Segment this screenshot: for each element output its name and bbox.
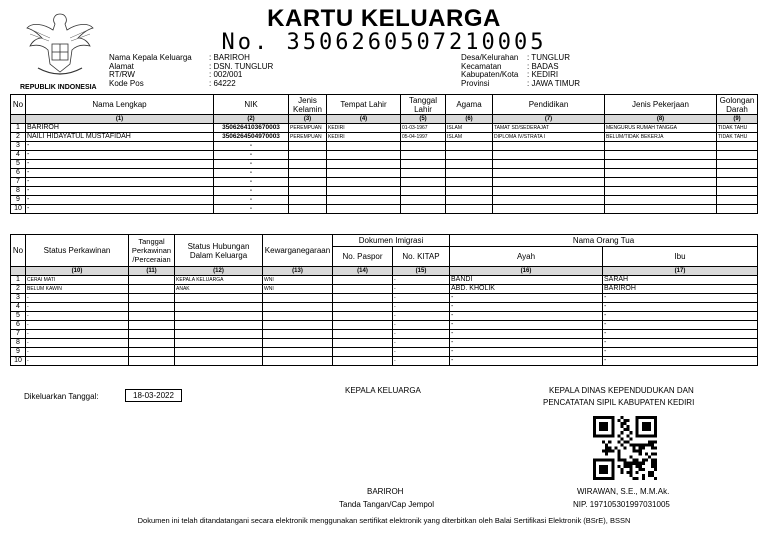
- table-cell: -: [450, 330, 603, 339]
- table-cell: -: [214, 151, 289, 160]
- table-cell: [289, 160, 327, 169]
- table-cell: [605, 178, 717, 187]
- table-cell: -: [450, 294, 603, 303]
- table-cell: CERAI MATI: [26, 276, 129, 285]
- col-number: (7): [493, 115, 605, 124]
- table-cell: ISLAM: [446, 124, 493, 133]
- info-row-district: Kecamatan : BADAS: [461, 61, 559, 71]
- table-cell: -: [26, 303, 129, 312]
- table-cell: [129, 339, 175, 348]
- table-cell: [263, 330, 333, 339]
- table-cell: -: [26, 142, 214, 151]
- table-cell: [289, 187, 327, 196]
- col-number: (13): [263, 267, 333, 276]
- table-cell: [175, 303, 263, 312]
- table-cell: -: [603, 321, 758, 330]
- col-header-nik: NIK: [214, 95, 289, 115]
- emblem-label: REPUBLIK INDONESIA: [20, 84, 97, 91]
- column-number-row: [11, 267, 758, 276]
- table-cell: [175, 330, 263, 339]
- table-cell: [175, 339, 263, 348]
- e-signature-note: Dokumen ini telah ditandatangani secara elektronik menggunakan sertifikat elektronik yang diterbitkan oleh Balai Sertifikasi Elektronik (BSrE), BSSN: [137, 516, 631, 525]
- table-cell: -: [214, 169, 289, 178]
- table-cell: [129, 276, 175, 285]
- table-cell: KEDIRI: [327, 133, 401, 142]
- table-cell: 5: [11, 160, 26, 169]
- table-row: [11, 151, 758, 160]
- table-cell: TIDAK TAHU: [717, 133, 758, 142]
- table-cell: [327, 151, 401, 160]
- table-cell: [605, 205, 717, 214]
- table-cell: [327, 169, 401, 178]
- table-cell: [446, 169, 493, 178]
- table-cell: 3506264504970003: [214, 133, 289, 142]
- table-cell: ABD. KHOLIK: [450, 285, 603, 294]
- table-cell: -: [26, 357, 129, 366]
- table-cell: -: [603, 339, 758, 348]
- col-number: (9): [717, 115, 758, 124]
- table-cell: [175, 348, 263, 357]
- table-cell: -: [26, 205, 214, 214]
- col-number: (10): [26, 267, 129, 276]
- col-header-passport: No. Paspor: [333, 247, 393, 267]
- table-cell: [717, 196, 758, 205]
- table-cell: -: [450, 357, 603, 366]
- table-cell: ISLAM: [446, 133, 493, 142]
- table-cell: [493, 196, 605, 205]
- table-row: [11, 357, 758, 366]
- table-cell: -: [214, 178, 289, 187]
- dinas-official-name: WIRAWAN, S.E., M.M.Ak.: [577, 487, 670, 496]
- col-header-father: Ayah: [450, 247, 603, 267]
- table-cell: [263, 312, 333, 321]
- col-header-parents: Nama Orang Tua: [450, 235, 758, 247]
- table-cell: [493, 178, 605, 187]
- table-cell: 2: [11, 285, 26, 294]
- table-cell: 6: [11, 169, 26, 178]
- table-cell: [289, 205, 327, 214]
- table-cell: [717, 160, 758, 169]
- table-cell: DIPLOMA IV/STRATA I: [493, 133, 605, 142]
- table-cell: [605, 142, 717, 151]
- table-cell: [446, 142, 493, 151]
- table-cell: [129, 321, 175, 330]
- table-row: [11, 294, 758, 303]
- dinas-official-nip: NIP. 197105301997031005: [573, 500, 670, 509]
- col-number: (2): [214, 115, 289, 124]
- table-cell: [401, 160, 446, 169]
- issued-date-value: 18-03-2022: [125, 389, 182, 402]
- table-cell: -: [26, 348, 129, 357]
- table-cell: 7: [11, 330, 26, 339]
- table-cell: [605, 196, 717, 205]
- table-cell: [289, 196, 327, 205]
- table-cell: [129, 303, 175, 312]
- table-cell: [493, 151, 605, 160]
- table-cell: [327, 160, 401, 169]
- table-row: [11, 160, 758, 169]
- table-cell: [333, 294, 393, 303]
- table-cell: 01-03-1967: [401, 124, 446, 133]
- col-header-marital: Status Perkawinan: [26, 235, 129, 267]
- table-cell: -: [393, 339, 450, 348]
- col-header-relation: Status Hubungan Dalam Keluarga: [175, 235, 263, 267]
- table-cell: -: [603, 312, 758, 321]
- info-row-postal: Kode Pos : 64222: [109, 78, 236, 88]
- table-cell: -: [393, 312, 450, 321]
- table-cell: [263, 294, 333, 303]
- family-head-sign-label: Tanda Tangan/Cap Jempol: [339, 500, 435, 509]
- col-header-birthdate: Tanggal Lahir: [401, 95, 446, 115]
- table-cell: [263, 357, 333, 366]
- col-header-marriage-date: Tanggal Perkawinan /Perceraian: [129, 235, 175, 267]
- table-row: [11, 285, 758, 294]
- table-cell: BANDI: [450, 276, 603, 285]
- table-cell: [289, 169, 327, 178]
- table-row: [11, 339, 758, 348]
- family-head-info: [109, 54, 273, 88]
- table-cell: [333, 285, 393, 294]
- col-header-education: Pendidikan: [493, 95, 605, 115]
- table-cell: [605, 169, 717, 178]
- family-status-table: [10, 234, 758, 366]
- table-cell: PEREMPUAN: [289, 133, 327, 142]
- table-cell: -: [393, 348, 450, 357]
- table-cell: SARAH: [603, 276, 758, 285]
- col-header-no: No: [11, 95, 26, 115]
- table-cell: 7: [11, 178, 26, 187]
- table-cell: [333, 312, 393, 321]
- col-header-immigration: Dokumen Imigrasi: [333, 235, 450, 247]
- table-cell: [333, 321, 393, 330]
- table-cell: [175, 294, 263, 303]
- table-cell: [129, 330, 175, 339]
- table-cell: [605, 151, 717, 160]
- table-cell: -: [393, 303, 450, 312]
- col-number: (5): [401, 115, 446, 124]
- info-row-village: Desa/Kelurahan : TUNGLUR: [461, 53, 570, 62]
- table-cell: [717, 169, 758, 178]
- table-row: [11, 196, 758, 205]
- info-row-rtrw: RT/RW : 002/001: [109, 70, 243, 80]
- table-cell: [605, 160, 717, 169]
- table-cell: [493, 169, 605, 178]
- info-row-province: Provinsi : JAWA TIMUR: [461, 78, 581, 88]
- table-cell: [327, 196, 401, 205]
- table-cell: -: [393, 357, 450, 366]
- table-cell: KEDIRI: [327, 124, 401, 133]
- table-cell: WNI: [263, 276, 333, 285]
- table-cell: ANAK: [175, 285, 263, 294]
- table-cell: [446, 196, 493, 205]
- table-row: [11, 312, 758, 321]
- table-cell: -: [393, 294, 450, 303]
- dinas-title-line2: PENCATATAN SIPIL KABUPATEN KEDIRI: [543, 398, 695, 407]
- table-cell: [333, 339, 393, 348]
- table-cell: [401, 187, 446, 196]
- table-cell: [493, 205, 605, 214]
- table-cell: -: [214, 196, 289, 205]
- info-row-head-name: Nama Kepala Keluarga : BARIROH: [109, 53, 250, 62]
- table-cell: [493, 160, 605, 169]
- table-cell: 4: [11, 303, 26, 312]
- table-cell: 3506264103670003: [214, 124, 289, 133]
- table-cell: [446, 160, 493, 169]
- table-row: [11, 303, 758, 312]
- table-cell: [129, 348, 175, 357]
- table-cell: [401, 169, 446, 178]
- table-cell: 6: [11, 321, 26, 330]
- table-cell: [717, 205, 758, 214]
- info-row-regency: Kabupaten/Kota : KEDIRI: [461, 70, 559, 80]
- col-header-mother: Ibu: [603, 247, 758, 267]
- table-cell: MENGURUS RUMAH TANGGA: [605, 124, 717, 133]
- table-cell: [446, 178, 493, 187]
- table-cell: -: [214, 187, 289, 196]
- table-header-row: [11, 235, 758, 247]
- table-cell: -: [26, 196, 214, 205]
- table-cell: [401, 205, 446, 214]
- table-cell: WNI: [263, 285, 333, 294]
- column-number-row: [11, 115, 758, 124]
- table-cell: 1: [11, 124, 26, 133]
- table-cell: [129, 357, 175, 366]
- table-cell: 3: [11, 294, 26, 303]
- dinas-title-line1: KEPALA DINAS KEPENDUDUKAN DAN: [549, 386, 694, 395]
- table-cell: [175, 312, 263, 321]
- table-cell: BARIROH: [26, 124, 214, 133]
- table-cell: [289, 151, 327, 160]
- table-cell: BELUM KAWIN: [26, 285, 129, 294]
- table-cell: -: [450, 303, 603, 312]
- table-row: [11, 124, 758, 133]
- table-cell: -: [450, 339, 603, 348]
- table-cell: 8: [11, 339, 26, 348]
- table-cell: -: [26, 294, 129, 303]
- table-cell: 8: [11, 187, 26, 196]
- table-cell: -: [26, 321, 129, 330]
- col-number: (3): [289, 115, 327, 124]
- col-number: (6): [446, 115, 493, 124]
- table-cell: -: [214, 142, 289, 151]
- table-cell: [175, 321, 263, 330]
- col-header-blood: Golongan Darah: [717, 95, 758, 115]
- table-cell: -: [26, 330, 129, 339]
- table-cell: BARIROH: [603, 285, 758, 294]
- table-cell: BELUM/TIDAK BEKERJA: [605, 133, 717, 142]
- col-number: (12): [175, 267, 263, 276]
- table-header-row: [11, 95, 758, 115]
- table-cell: -: [26, 160, 214, 169]
- table-cell: -: [450, 321, 603, 330]
- table-cell: [327, 178, 401, 187]
- table-cell: TIDAK TAHU: [717, 124, 758, 133]
- table-cell: PEREMPUAN: [289, 124, 327, 133]
- table-cell: -: [450, 312, 603, 321]
- col-header-birthplace: Tempat Lahir: [327, 95, 401, 115]
- col-number: (11): [129, 267, 175, 276]
- table-cell: -: [26, 151, 214, 160]
- table-row: [11, 330, 758, 339]
- table-cell: -: [26, 339, 129, 348]
- table-cell: -: [26, 169, 214, 178]
- table-cell: 9: [11, 196, 26, 205]
- table-cell: [717, 142, 758, 151]
- table-cell: 4: [11, 151, 26, 160]
- table-cell: -: [26, 187, 214, 196]
- table-cell: [263, 303, 333, 312]
- table-cell: 2: [11, 133, 26, 142]
- table-cell: [289, 178, 327, 187]
- table-cell: [401, 196, 446, 205]
- table-cell: [333, 348, 393, 357]
- family-head-name: BARIROH: [367, 487, 404, 496]
- col-number: (17): [603, 267, 758, 276]
- table-cell: [401, 142, 446, 151]
- col-number: (4): [327, 115, 401, 124]
- table-cell: [175, 357, 263, 366]
- table-cell: -: [603, 294, 758, 303]
- table-cell: 10: [11, 205, 26, 214]
- table-cell: [717, 151, 758, 160]
- col-header-name: Nama Lengkap: [26, 95, 214, 115]
- table-cell: [446, 205, 493, 214]
- qr-code-icon: [593, 416, 657, 480]
- col-number: (15): [393, 267, 450, 276]
- kk-number: No. 3506260507210005: [221, 30, 547, 55]
- table-cell: [263, 321, 333, 330]
- info-row-address: Alamat : DSN. TUNGLUR: [109, 61, 274, 71]
- table-cell: [327, 205, 401, 214]
- col-header-religion: Agama: [446, 95, 493, 115]
- table-cell: [333, 276, 393, 285]
- table-cell: [605, 187, 717, 196]
- table-cell: -: [214, 160, 289, 169]
- table-cell: 9: [11, 348, 26, 357]
- col-header-occupation: Jenis Pekerjaan: [605, 95, 717, 115]
- col-header-kitap: No. KITAP: [393, 247, 450, 267]
- table-cell: [401, 178, 446, 187]
- table-row: [11, 178, 758, 187]
- table-cell: [333, 303, 393, 312]
- col-number: (1): [26, 115, 214, 124]
- table-cell: -: [393, 276, 450, 285]
- region-info: [461, 54, 580, 88]
- table-cell: -: [603, 330, 758, 339]
- table-cell: -: [393, 321, 450, 330]
- table-cell: [327, 142, 401, 151]
- table-cell: [333, 357, 393, 366]
- table-cell: [717, 187, 758, 196]
- table-row: [11, 348, 758, 357]
- table-cell: [446, 151, 493, 160]
- table-cell: [129, 285, 175, 294]
- table-row: [11, 187, 758, 196]
- table-cell: 5: [11, 312, 26, 321]
- table-cell: [289, 142, 327, 151]
- table-cell: [717, 178, 758, 187]
- table-cell: [129, 294, 175, 303]
- col-header-no: No: [11, 235, 26, 267]
- table-row: [11, 142, 758, 151]
- table-row: [11, 133, 758, 142]
- table-cell: [263, 339, 333, 348]
- table-cell: [493, 187, 605, 196]
- table-cell: -: [603, 348, 758, 357]
- col-number: (14): [333, 267, 393, 276]
- document-title: KARTU KELUARGA: [267, 5, 501, 32]
- table-cell: -: [393, 330, 450, 339]
- table-cell: TAMAT SD/SEDERAJAT: [493, 124, 605, 133]
- table-cell: [446, 187, 493, 196]
- table-cell: -: [26, 178, 214, 187]
- table-cell: [333, 330, 393, 339]
- table-cell: [129, 312, 175, 321]
- table-cell: 10: [11, 357, 26, 366]
- family-members-table: [10, 94, 758, 214]
- table-cell: -: [26, 312, 129, 321]
- table-cell: 05-04-1997: [401, 133, 446, 142]
- table-cell: 1: [11, 276, 26, 285]
- table-cell: -: [603, 357, 758, 366]
- table-cell: -: [393, 285, 450, 294]
- table-cell: [493, 142, 605, 151]
- table-cell: -: [450, 348, 603, 357]
- family-head-sign-title: KEPALA KELUARGA: [345, 386, 421, 395]
- issued-date-label: Dikeluarkan Tanggal:: [24, 392, 99, 401]
- col-number: (16): [450, 267, 603, 276]
- table-cell: -: [214, 205, 289, 214]
- table-cell: 3: [11, 142, 26, 151]
- table-row: [11, 169, 758, 178]
- table-row: [11, 205, 758, 214]
- table-cell: [401, 151, 446, 160]
- table-row: [11, 321, 758, 330]
- table-row: [11, 276, 758, 285]
- table-cell: [327, 187, 401, 196]
- table-cell: [263, 348, 333, 357]
- table-cell: NAILI HIDAYATUL MUSTAFIDAH: [26, 133, 214, 142]
- col-header-citizenship: Kewarganegaraan: [263, 235, 333, 267]
- col-number: (8): [605, 115, 717, 124]
- col-header-gender: Jenis Kelamin: [289, 95, 327, 115]
- table-cell: -: [603, 303, 758, 312]
- table-cell: KEPALA KELUARGA: [175, 276, 263, 285]
